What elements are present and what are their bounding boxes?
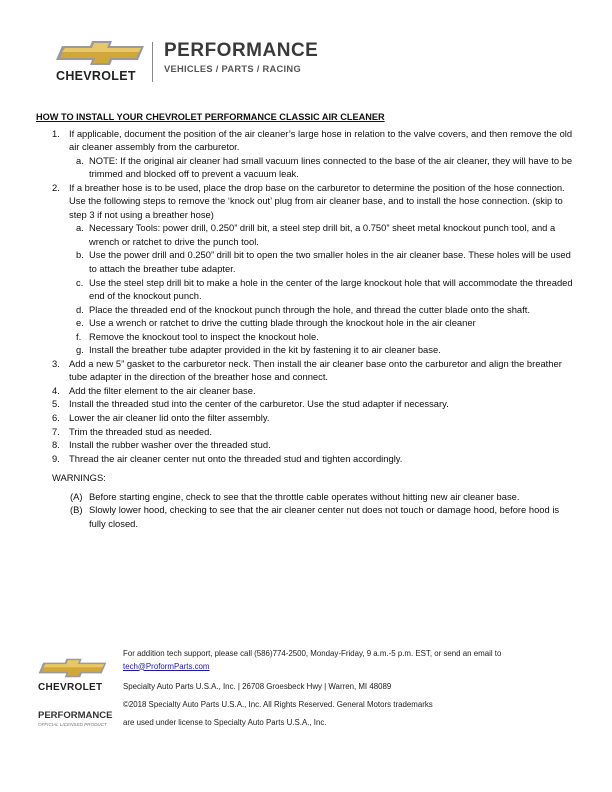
step-number: 8. <box>52 439 60 451</box>
substep-text: Install the breather tube adapter provided in the kit by fastening it to air cleaner base. <box>89 344 441 356</box>
substep-letter: g. <box>76 344 84 356</box>
substep-letter: e. <box>76 317 84 329</box>
substep-text: Use the power drill and 0.250” drill bit to open the two smaller holes in the air cleaner base. These holes will be used to attach the breather tube adapter. <box>89 249 571 275</box>
substep <box>36 276 581 303</box>
footer-text <box>123 648 578 730</box>
chevrolet-wordmark: CHEVROLET <box>56 69 136 83</box>
step-3 <box>36 357 581 384</box>
step-number: 2. <box>52 181 60 193</box>
warning-label: (B) <box>70 504 83 516</box>
step-4 <box>36 384 581 398</box>
step-2 <box>36 181 581 357</box>
substep <box>36 248 581 275</box>
step-number: 1. <box>52 127 60 139</box>
substeps-list <box>36 221 581 356</box>
substeps-list <box>36 154 581 181</box>
warning-text: Before starting engine, check to see that the throttle cable operates without hitting new air cleaner base. <box>89 490 520 502</box>
install-steps-list <box>36 127 581 466</box>
warning-label: (A) <box>70 490 83 502</box>
substep-text: Use a wrench or ratchet to drive the cutting blade through the knockout hole in the air cleaner <box>89 317 476 329</box>
substep <box>36 343 581 357</box>
warnings-heading: WARNINGS: <box>52 472 106 484</box>
step-text: Lower the air cleaner lid onto the filter assembly. <box>69 412 270 424</box>
step-5 <box>36 397 581 411</box>
substep-text: NOTE: If the original air cleaner had small vacuum lines connected to the base of the air cleaner, they will have to be trimmed and blocked off to prevent a vacuum leak. <box>89 154 573 180</box>
warning-text: Slowly lower hood, checking to see that the air cleaner center nut does not touch or damage hood, before hood is fully closed. <box>89 504 560 529</box>
substep <box>36 221 581 248</box>
step-number: 7. <box>52 425 60 437</box>
substep-text: Remove the knockout tool to inspect the knockout hole. <box>89 330 319 342</box>
step-number: 5. <box>52 398 60 410</box>
page-footer <box>38 648 578 748</box>
page-header <box>52 38 352 86</box>
step-1 <box>36 127 581 181</box>
substep <box>36 154 581 181</box>
step-number: 4. <box>52 384 60 396</box>
substep <box>36 303 581 317</box>
footer-performance-word: PERFORMANCE <box>38 710 113 721</box>
step-number: 6. <box>52 412 60 424</box>
step-text: Thread the air cleaner center nut onto the threaded stud and tighten accordingly. <box>69 452 403 464</box>
step-6 <box>36 411 581 425</box>
step-text: If applicable, document the position of the air cleaner’s large hose in relation to the valve covers, and then remove the old air cleaner assembly from the carburetor. <box>69 127 573 153</box>
warning-item <box>36 503 581 530</box>
step-text: Install the threaded stud into the center of the carburetor. Use the stud adapter if necessary. <box>69 398 449 410</box>
substep-text: Use the steel step drill bit to make a hole in the center of the large knockout hole that will accommodate the threaded end of the knockout punch. <box>89 276 573 302</box>
warnings-list <box>36 490 581 531</box>
step-number: 3. <box>52 357 60 369</box>
substep-text: Place the threaded end of the knockout punch through the hole, and thread the cutter blade onto the shaft. <box>89 303 530 315</box>
substep <box>36 330 581 344</box>
step-8 <box>36 438 581 452</box>
chevrolet-bowtie-logo <box>38 658 110 678</box>
step-text: Trim the threaded stud as needed. <box>69 425 212 437</box>
footer-logo <box>38 658 118 738</box>
warning-item <box>36 490 581 504</box>
instructions-body <box>36 111 581 530</box>
step-text: If a breather hose is to be used, place the drop base on the carburetor to determine the position of the hose connection. Use the following steps to remove the ‘knock out’ plug from air cleaner base, and to install the hose connection. (skip to step 3 if not using a breather hose) <box>69 181 565 220</box>
step-9 <box>36 452 581 466</box>
support-text: For addition tech support, please call (586)774-2500, Monday-Friday, 9 a.m.-5 p.m. EST, or send an email to <box>123 649 502 658</box>
substep-letter: b. <box>76 249 84 261</box>
copyright-line-1: ©2018 Specialty Auto Parts U.S.A., Inc. All Rights Reserved. General Motors trademarks <box>123 699 433 709</box>
step-text: Install the rubber washer over the threaded stud. <box>69 439 271 451</box>
substep-text: Necessary Tools: power drill, 0.250” drill bit, a steel step drill bit, a 0.750” sheet metal knockout punch tool, and a wrench or ratchet to drive the punch tool. <box>89 222 556 247</box>
document-title: HOW TO INSTALL YOUR CHEVROLET PERFORMANCE CLASSIC AIR CLEANER <box>36 112 385 122</box>
header-divider <box>152 42 153 82</box>
substep-letter: a. <box>76 222 84 234</box>
copyright-line-2: are used under license to Specialty Auto Parts U.S.A., Inc. <box>123 718 327 727</box>
step-text: Add a new 5” gasket to the carburetor neck. Then install the air cleaner base onto the carburetor and align the breather tube adapter in the direction of the breather hose and connect. <box>69 357 562 383</box>
substep-letter: f. <box>76 330 82 342</box>
footer-chevrolet-wordmark: CHEVROLET <box>38 682 103 693</box>
step-text: Add the filter element to the air cleaner base. <box>69 384 256 396</box>
substep <box>36 316 581 330</box>
substep-letter: a. <box>76 154 84 166</box>
substep-letter: d. <box>76 303 84 315</box>
substep-letter: c. <box>76 276 84 288</box>
footer-licensed-text: OFFICIAL LICENSED PRODUCT <box>38 722 107 727</box>
company-address: Specialty Auto Parts U.S.A., Inc. | 26708 Groesbeck Hwy | Warren, MI 48089 <box>123 682 392 691</box>
performance-title: PERFORMANCE <box>164 40 319 61</box>
step-7 <box>36 425 581 439</box>
chevrolet-bowtie-logo <box>56 40 148 66</box>
step-number: 9. <box>52 452 60 464</box>
performance-subtitle: VEHICLES / PARTS / RACING <box>164 64 301 74</box>
support-email-link[interactable]: tech@ProformParts.com <box>123 661 210 671</box>
